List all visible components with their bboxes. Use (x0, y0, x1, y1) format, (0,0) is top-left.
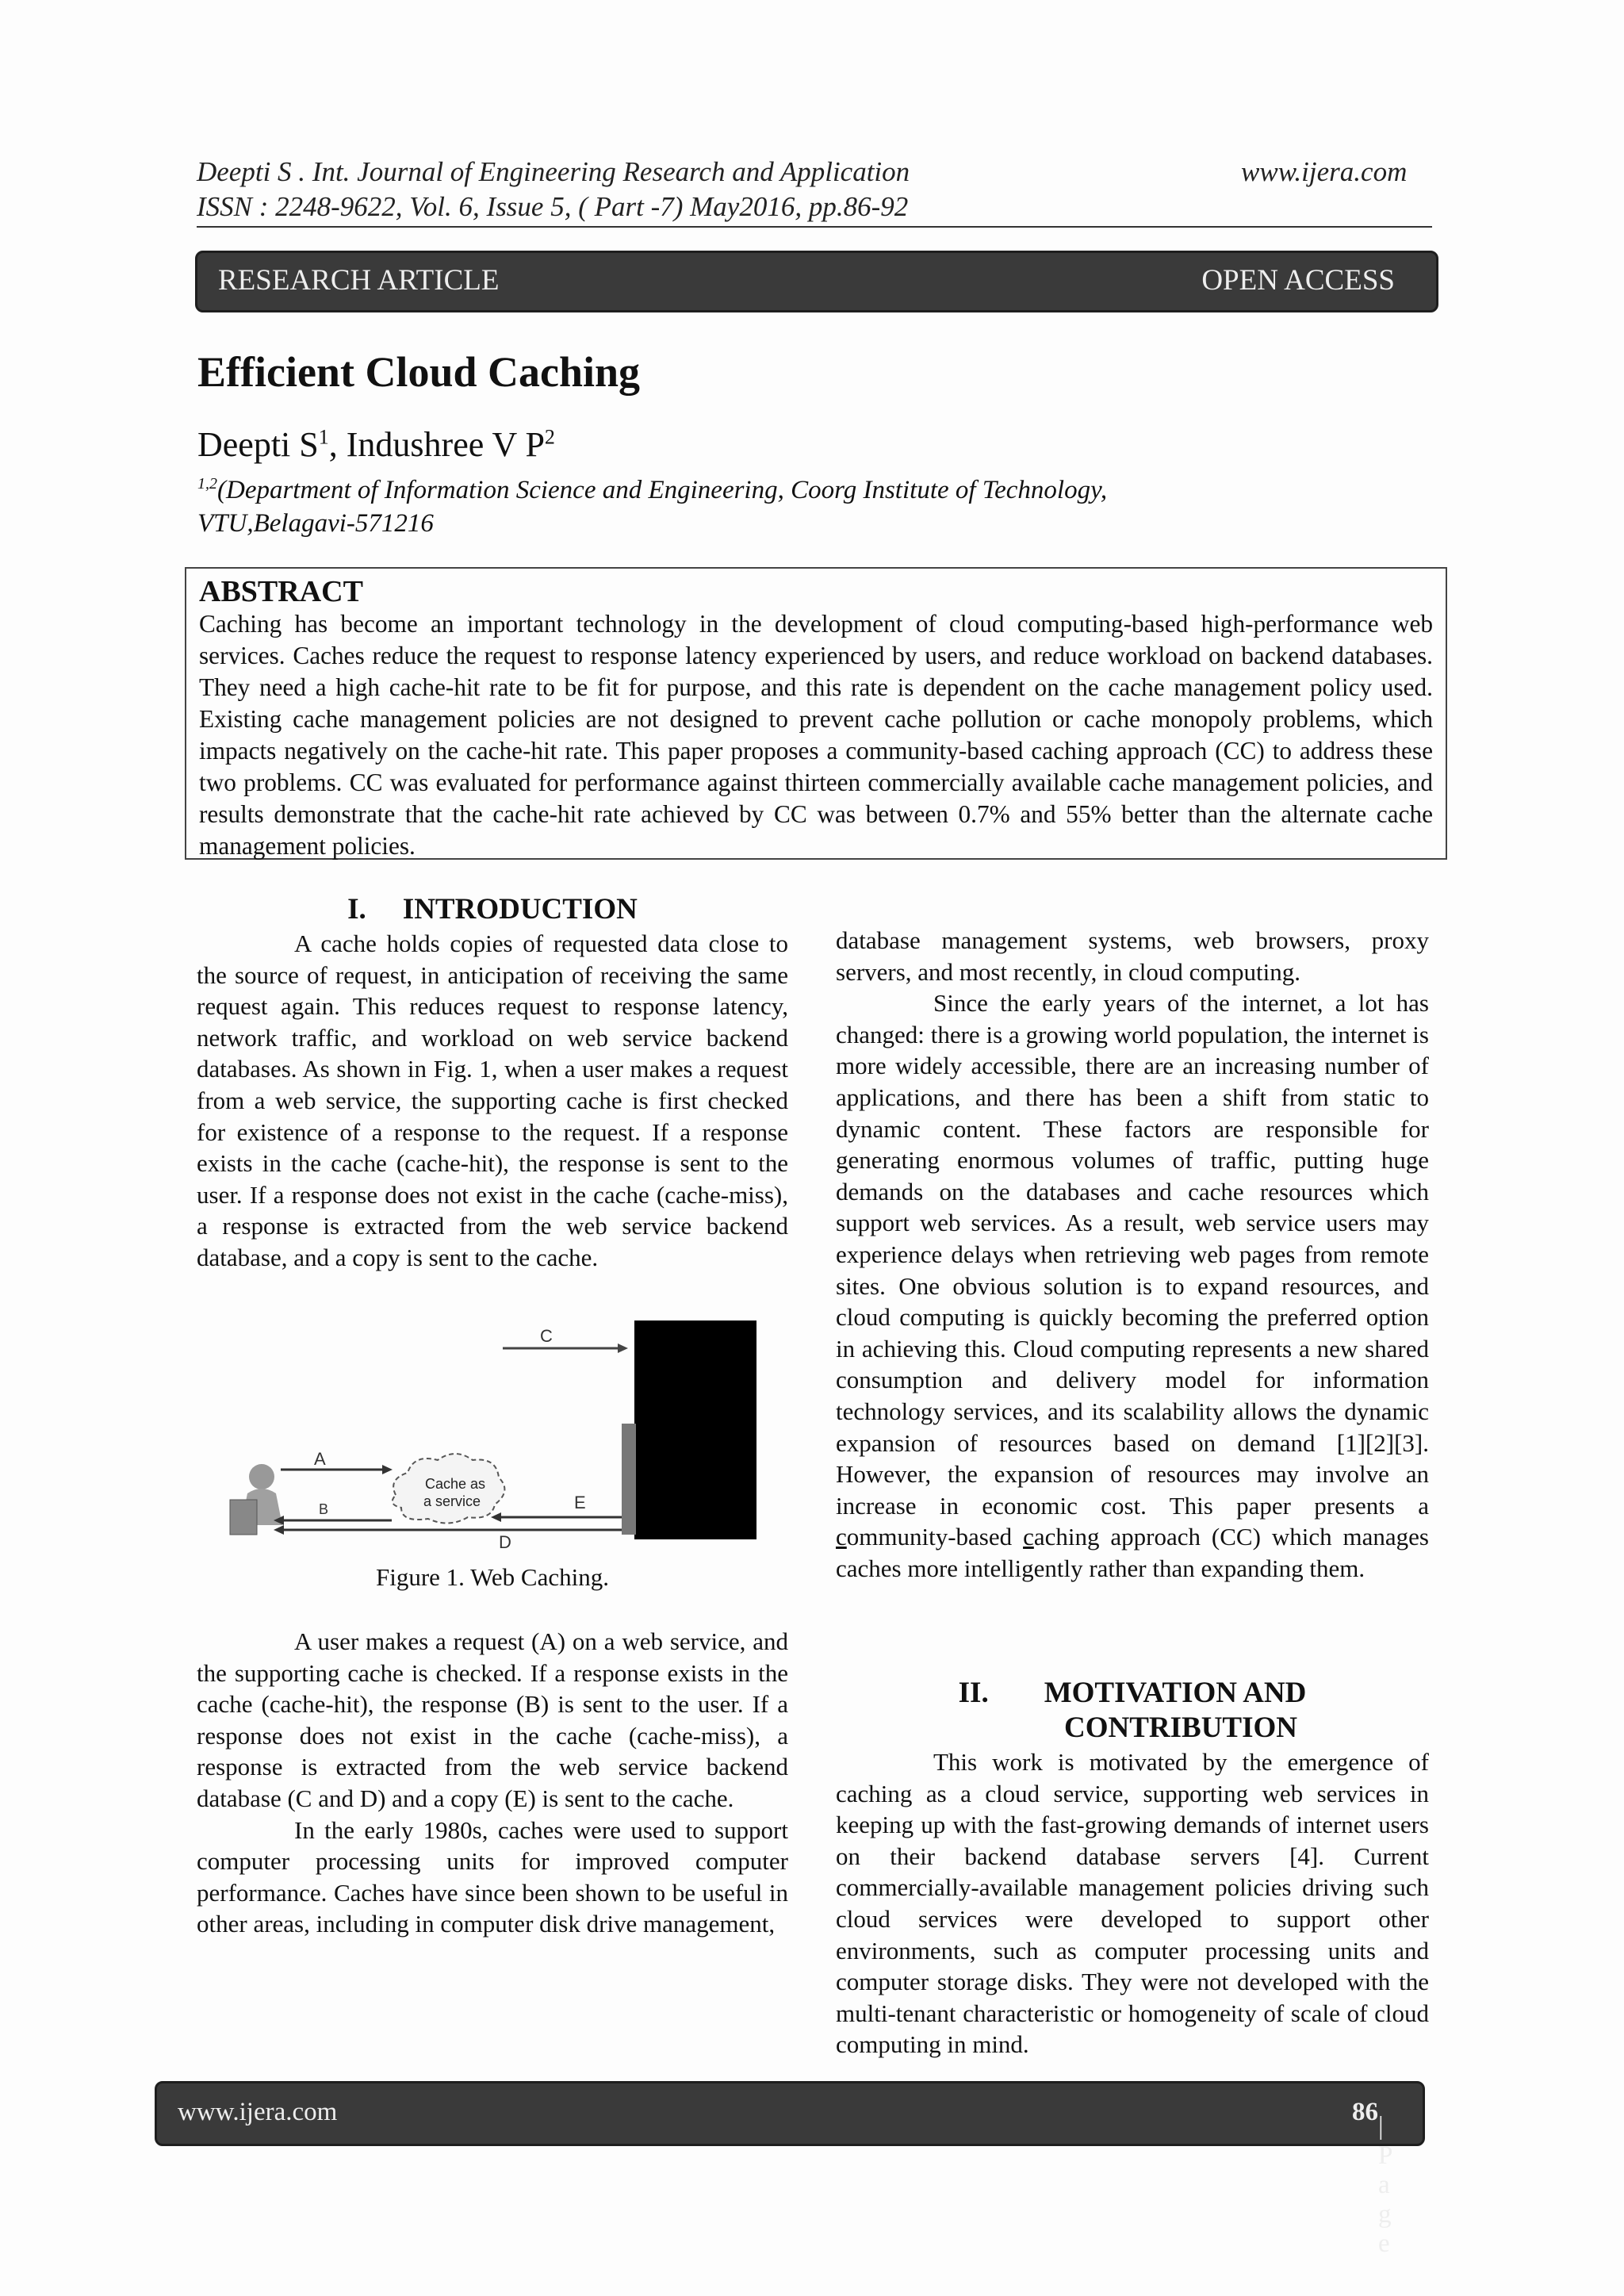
journal-website-header[interactable]: www.ijera.com (1241, 156, 1408, 187)
label-b: B (319, 1501, 329, 1517)
label-a: A (314, 1449, 326, 1469)
affiliation-line-2: VTU,Belagavi-571216 (197, 509, 434, 538)
page-footer (155, 2081, 1425, 2258)
page-label: | P a g e (1378, 2112, 1392, 2258)
page-number (1352, 2098, 1392, 2258)
footer-website[interactable]: www.ijera.com (178, 2098, 338, 2126)
author-2-sup: 2 (544, 425, 555, 449)
growth-text-end: aching approach (CC) which manages caches more intelligently rather than expanding them. (836, 1523, 1429, 1582)
database-block (634, 1320, 756, 1539)
web-caching-figure (225, 1320, 756, 1550)
cache-label-line-1: Cache as (425, 1476, 486, 1492)
user-head (249, 1464, 274, 1489)
intro-text-1: A cache holds copies of requested data close to the source of request, in anticipation of receiving the same request again. This reduces request to response latency, network traffic, and workload on web service backend databases. As shown in Fig. 1, when a user makes a request from a web service, the supporting cache is first checked for existence of a response to the request. If a response exists in the cache (cache-hit), the response is sent to the user. If a response does not exist in the cache (cache-miss), a response is extracted from the web service backend database, and a copy is sent to the cache. (197, 930, 788, 1271)
page-number-value: 86 (1352, 2098, 1378, 2126)
intro-paragraph-1 (197, 928, 788, 1274)
section-2-number: II. (958, 1677, 989, 1709)
user-computer-icon (230, 1500, 257, 1535)
research-article-label: RESEARCH ARTICLE (218, 264, 500, 297)
author-1-sup: 1 (318, 425, 329, 449)
underlined-c-2: c (1023, 1523, 1034, 1551)
authors (197, 424, 555, 465)
journal-issn: ISSN : 2248-9622, Vol. 6, Issue 5, ( Part -7) May2016, pp.86-92 (197, 191, 909, 222)
abstract-text: Caching has become an important technology in the development of cloud computing-based high-performance web services. Caches reduce the request to response latency experienced by users, and reduce workload on backend databases. They need a high cache-hit rate to be fit for purpose, and this rate is dependent on the cache management policy used. Existing cache management policies are not designed to prevent cache pollution or cache monopoly problems, which impacts negatively on the cache-hit rate. This paper proposes a community-based caching approach (CC) to address these two problems. CC was evaluated for performance against thirteen commercially available cache management policies, and results demonstrate that the cache-hit rate achieved by CC was between 0.7% and 55% better than the alternate cache management policies. (199, 610, 1433, 860)
section-1-heading (197, 892, 788, 927)
arrow-d-head (274, 1525, 284, 1535)
growth-paragraph (836, 987, 1429, 1584)
abstract-box (185, 567, 1447, 860)
motivation-text: This work is motivated by the emergence of caching as a cloud service, supporting web services in keeping up with the fast-growing demands of internet users on their backend database servers [4]. Current commercially-available management policies driving such cloud services were developed to support other environments, such as computer processing units and computer storage disks. They were not developed with the multi-tenant characteristic or homogeneity of scale of cloud computing in mind. (836, 1748, 1429, 2059)
right-column-upper (836, 925, 1429, 1584)
author-separator: , (328, 425, 347, 464)
affiliation-line-1: (Department of Information Science and Engineering, Coorg Institute of Technology, (217, 476, 1108, 504)
affiliation (197, 473, 1308, 540)
figure-1-caption: Figure 1. Web Caching. (376, 1563, 609, 1591)
history-text: In the early 1980s, caches were used to support computer processing units for improved computer performance. Caches have since been shown to be useful in other areas, including in computer disk drive management, (197, 1815, 788, 1938)
author-1: Deepti S (197, 425, 319, 464)
section-2-title-line-2: CONTRIBUTION (1064, 1711, 1297, 1744)
underlined-c-1: c (836, 1523, 847, 1551)
section-2-title-line-1: MOTIVATION AND (1044, 1677, 1307, 1709)
cache-label-line-2: a service (423, 1493, 481, 1509)
affiliation-sup: 1,2 (197, 475, 217, 493)
continued-text: database management systems, web browsers, proxy servers, and most recently, in cloud computing. (836, 926, 1429, 986)
motivation-body (836, 1746, 1429, 2060)
section-1-number: I. (347, 893, 366, 926)
server-rack (622, 1424, 636, 1535)
label-e: E (574, 1493, 586, 1512)
open-access-label: OPEN ACCESS (1201, 264, 1395, 297)
journal-citation: Deepti S . Int. Journal of Engineering Research and Application (197, 156, 910, 187)
label-c: C (540, 1326, 553, 1346)
growth-text-mid: ommunity-based (846, 1523, 1024, 1551)
left-column-lower (197, 1626, 788, 1940)
article-type-banner (195, 251, 1438, 312)
header-rule (197, 226, 1432, 228)
section-2-heading (836, 1676, 1429, 1746)
arrow-a-head (382, 1465, 393, 1474)
section-1-title: INTRODUCTION (402, 893, 638, 926)
arrow-c-head (618, 1343, 628, 1353)
abstract-heading: ABSTRACT (199, 575, 363, 608)
author-2: Indushree V P (346, 425, 545, 464)
paper-title: Efficient Cloud Caching (197, 348, 641, 396)
arrow-e-head (491, 1512, 501, 1522)
figure-explanation-text: A user makes a request (A) on a web service, and the supporting cache is checked. If a response exists in the cache (cache-hit), the response (B) is sent to the user. If a response does not exist in the cache (cache-miss), a response is extracted from the web service backend database (C and D) and a copy (E) is sent to the cache. (197, 1627, 788, 1812)
growth-text: Since the early years of the internet, a lot has changed: there is a growing world population, the internet is more widely accessible, there are an increasing number of applications, and there has been a shift from static to dynamic content. These factors are responsible for generating enormous volumes of traffic, putting huge demands on the databases and cache resources which support web services. As a result, web service users may experience delays when retrieving web pages from remote sites. One obvious solution is to expand resources, and cloud computing is quickly becoming the preferred option in achieving this. Cloud computing represents a new shared consumption and delivery model for information technology services, and its scalability allows the dynamic expansion of resources based on demand [1][2][3]. However, the expansion of resources may involve an increase in economic cost. This paper presents a (836, 989, 1429, 1520)
label-d: D (499, 1532, 511, 1552)
